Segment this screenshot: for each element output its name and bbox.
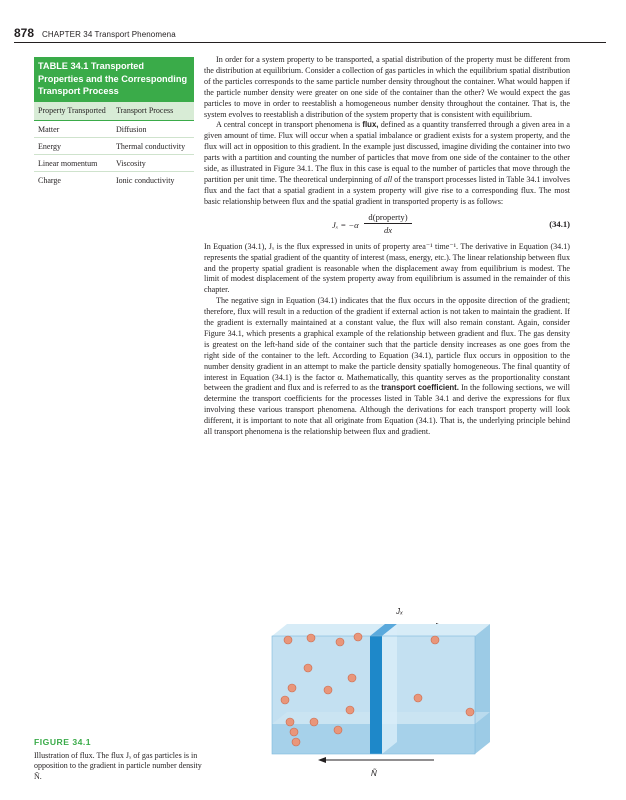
particle xyxy=(414,694,422,702)
table-row xyxy=(34,154,194,171)
table-34-1 xyxy=(34,57,194,188)
table-col-header-process: Transport Process xyxy=(116,105,174,115)
particle xyxy=(431,636,439,644)
table-cell: Viscosity xyxy=(116,158,146,168)
equation-denominator: dx xyxy=(383,224,393,235)
table-cell: Energy xyxy=(38,141,61,151)
box-side xyxy=(475,624,490,754)
term-transport-coefficient: transport coefficient. xyxy=(381,383,459,393)
figure-caption: Illustration of flux. The flux Jₓ of gas particles is in opposition to the gradient in particle number density Ñ. xyxy=(34,750,202,781)
page-number: 878 xyxy=(14,26,35,40)
figure-label: FIGURE 34.1 xyxy=(34,737,92,747)
text-run: In the following sections, we will determine the transport coefficients for the processes listed in Table 34.1 and derive the expressions for flux involving these various transport phenomena. Although the derivations for each transport property will look different, it is important to note that all originate from Equation (34.1). That is, the underlying principle behind all transport phenomena is the relationship between flux and gradient. xyxy=(204,383,571,437)
particle xyxy=(304,664,312,672)
text-run: of the transport processes listed in Table 34.1 involves flux and the fact that a spatial gradient in a system property will give rise to a corresponding flux. The most basic relationship between flux and the spatial gradient in transported property is as follows: xyxy=(204,174,570,206)
text-run: A central concept in transport phenomena is xyxy=(216,120,363,130)
equation-number: (34.1) xyxy=(549,218,570,229)
equation-lhs: Jₓ = −α xyxy=(332,219,359,230)
equation-numerator: d(property) xyxy=(364,212,412,224)
figure-caption-block xyxy=(34,737,204,782)
table-row xyxy=(34,121,194,137)
particle xyxy=(284,636,292,644)
table-cell: Ionic conductivity xyxy=(116,175,175,185)
particle xyxy=(281,696,289,704)
table-cell: Matter xyxy=(38,124,60,134)
particle xyxy=(354,633,362,641)
chapter-title: CHAPTER 34 Transport Phenomena xyxy=(42,30,176,39)
particle xyxy=(466,708,474,716)
particle xyxy=(290,728,298,736)
header-rule xyxy=(14,42,606,43)
particle xyxy=(286,718,294,726)
figure-34-1-illustration xyxy=(230,602,526,792)
gradient-arrowhead-icon xyxy=(318,757,326,763)
paragraph: In order for a system property to be transported, a spatial distribution of the property must be different from the distribution at equilibrium. Consider a collection of gas particles in which the equilibrium spatial distribution of the particles corresponds to the same particle number density throughout the container. What would happen if the particle number density were greater on one side of the container than the other? We would expect the gas particles to move in order to reestablish a homogeneous number density throughout the container. That is, the system evolves to reestablish a distribution of the system property that is consistent with equilibrium. xyxy=(204,55,570,119)
paragraph xyxy=(204,120,570,207)
partition xyxy=(370,636,382,754)
body-text xyxy=(204,55,570,438)
particle xyxy=(336,638,344,646)
table-col-header-property: Property Transported xyxy=(38,105,106,115)
page-header xyxy=(14,26,606,42)
table-header-row xyxy=(34,102,194,121)
particle xyxy=(307,634,315,642)
partition-face xyxy=(382,624,397,754)
equation-fraction xyxy=(364,212,412,235)
flux-label: Jₓ xyxy=(396,607,404,616)
equation-34-1 xyxy=(204,212,570,238)
particle xyxy=(292,738,300,746)
particle xyxy=(310,718,318,726)
table-row xyxy=(34,137,194,154)
table-caption: TABLE 34.1 Transported Properties and the Corresponding Transport Process xyxy=(34,57,194,102)
paragraph: In Equation (34.1), Jₓ is the flux expressed in units of property area⁻¹ time⁻¹. The derivative in Equation (34.1) represents the spatial gradient of the quantity of interest (mass, energy, etc.). The linear relationship between flux and the property spatial gradient is reasonable when the displacement away from equilibrium is modest. The limit of modest displacement of the system property away from equilibrium is assumed in the remainder of this chapter. xyxy=(204,241,570,295)
table-cell: Charge xyxy=(38,175,61,185)
table-cell: Linear momentum xyxy=(38,158,98,168)
term-flux: flux, xyxy=(362,120,379,130)
particle xyxy=(334,726,342,734)
table-cell: Diffusion xyxy=(116,124,147,134)
particle xyxy=(288,684,296,692)
table-row xyxy=(34,171,194,188)
gradient-label: Ñ xyxy=(371,769,377,778)
particle xyxy=(324,686,332,694)
particle xyxy=(348,674,356,682)
text-run: defined as a quantity transferred through a given area in a given amount of time. Flux will occur when a spatial imbalance or gradient exists for a system property, and the flux will act in opposition to this gradient. In the example just discussed, imagine dividing the container into two parts with a partition and counting the number of particles that move from one side of the container to the other side, as illustrated in Figure 34.1. The flux in this case is equal to the number of particles that move through the partition per unit time. The theoretical underpinning of xyxy=(204,120,570,184)
text-run: The negative sign in Equation (34.1) indicates that the flux occurs in the opposite direction of the gradient; therefore, flux will result in a reduction of the gradient if external action is not taken to maintain the gradient. If the gradient is externally maintained at a constant value, the flux will also remain constant. Again, consider Figure 34.1, which presents a graphical example of the relationship between gradient and flux. The gas density is greatest on the left-hand side of the container such that the particle density increases as one goes from the right side of the container to the left. According to Equation (34.1), particle flux occurs in opposition to the number density gradient in an attempt to make the particle density spatially homogeneous. The final quantity of interest in Equation (34.1) is the factor α. Mathematically, this quantity serves as the proportionality constant between the gradient and flux and is referred to as the xyxy=(204,296,570,393)
paragraph xyxy=(204,296,570,438)
particle xyxy=(346,706,354,714)
emphasis-all: all xyxy=(383,174,393,184)
table-cell: Thermal conductivity xyxy=(116,141,186,151)
